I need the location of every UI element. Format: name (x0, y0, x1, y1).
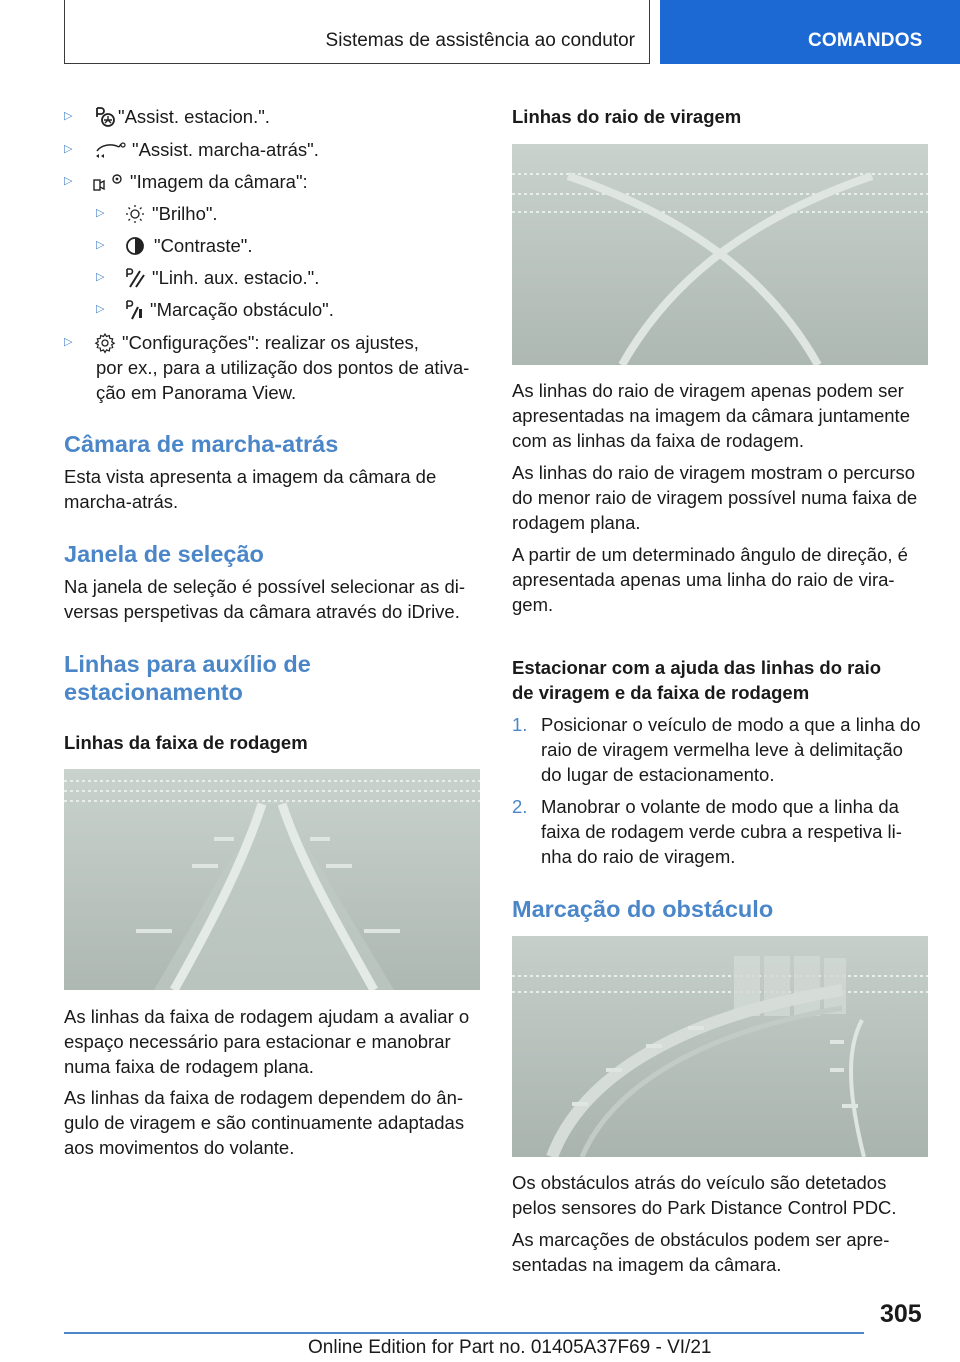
contrast-icon (124, 233, 154, 258)
bullet-label: "Assist. estacion.". (118, 106, 270, 127)
step-line: nha do raio de viragem. (541, 846, 736, 867)
paragraph-line: gulo de viragem e são continuamente adaptadas (64, 1112, 465, 1133)
parking-assistant-icon (94, 104, 118, 129)
bullet-label: "Assist. marcha-atrás". (132, 139, 319, 160)
paragraph-line: do menor raio de viragem possível numa faixa de (512, 487, 918, 508)
paragraph-line: Os obstáculos atrás do veículo são detetados (512, 1172, 887, 1193)
bullet-continuation: ção em Panorama View. (96, 382, 297, 403)
footer-divider (64, 1332, 864, 1334)
list-item (64, 330, 419, 355)
step-number: 1. (512, 714, 528, 735)
paragraph-line: As marcações de obstáculos podem ser apre- (512, 1229, 890, 1250)
step-line: Posicionar o veículo de modo a que a linha do (541, 714, 921, 735)
header-tab-label: COMANDOS (808, 30, 923, 51)
bullet-triangle-icon: ▷ (96, 239, 105, 251)
camera-image-icon (92, 169, 130, 194)
section-heading: estacionamento (64, 679, 243, 705)
bullet-triangle-icon: ▷ (64, 110, 73, 122)
header-section (64, 0, 650, 64)
section-heading: Janela de seleção (64, 541, 264, 567)
step-line: raio de viragem vermelha leve à delimitação (541, 739, 903, 760)
paragraph-line: gem. (512, 594, 554, 615)
paragraph-line: marcha-atrás. (64, 491, 179, 512)
bullet-label: "Contraste". (154, 235, 253, 256)
section-heading: Marcação do obstáculo (512, 896, 774, 922)
paragraph-line: A partir de um determinado ângulo de direção, é (512, 544, 908, 565)
bullet-triangle-icon: ▷ (64, 143, 73, 155)
footer-edition: Online Edition for Part no. 01405A37F69 - VI/21 (308, 1337, 712, 1358)
paragraph-line: numa faixa de rodagem plana. (64, 1056, 314, 1077)
settings-gear-icon (94, 330, 122, 355)
bullet-triangle-icon: ▷ (96, 303, 105, 315)
step-line: faixa de rodagem verde cubra a respetiva li- (541, 821, 902, 842)
list-item (96, 265, 319, 290)
list-item (96, 233, 252, 258)
brightness-icon (124, 201, 152, 226)
bullet-label: "Linh. aux. estacio.". (152, 267, 320, 288)
bullet-continuation: por ex., para a utilização dos pontos de ativa- (96, 357, 470, 378)
list-item (64, 137, 319, 162)
page-number: 305 (880, 1300, 922, 1328)
step-line: do lugar de estacionamento. (541, 764, 775, 785)
list-item (96, 297, 334, 322)
bullet-triangle-icon: ▷ (64, 336, 73, 348)
list-item (64, 104, 270, 129)
subsection-heading: Linhas do raio de viragem (512, 106, 742, 127)
list-item (96, 201, 218, 226)
paragraph-line: As linhas do raio de viragem mostram o percurso (512, 462, 916, 483)
parking-lines-icon (124, 265, 152, 290)
paragraph-line: Esta vista apresenta a imagem da câmara de (64, 466, 437, 487)
bullet-label: "Marcação obstáculo". (150, 299, 334, 320)
obstacle-marking-icon (124, 297, 150, 322)
subsection-heading: de viragem e da faixa de rodagem (512, 682, 810, 703)
obstacle-marking-image (512, 936, 928, 1157)
paragraph-line: aos movimentos do volante. (64, 1137, 295, 1158)
paragraph-line: As linhas do raio de viragem apenas podem ser (512, 380, 904, 401)
paragraph-line: espaço necessário para estacionar e manobrar (64, 1031, 451, 1052)
paragraph-line: com as linhas da faixa de rodagem. (512, 430, 805, 451)
bullet-triangle-icon: ▷ (96, 271, 105, 283)
list-item (64, 169, 308, 194)
step-number: 2. (512, 796, 528, 817)
step-line: Manobrar o volante de modo que a linha da (541, 796, 899, 817)
paragraph-line: As linhas da faixa de rodagem ajudam a avaliar o (64, 1006, 470, 1027)
section-heading: Linhas para auxílio de (64, 651, 311, 677)
bullet-label: "Brilho". (152, 203, 218, 224)
bullet-triangle-icon: ▷ (64, 175, 73, 187)
paragraph-line: versas perspetivas da câmara através do iDrive. (64, 601, 460, 622)
paragraph-line: apresentadas na imagem da câmara juntamente (512, 405, 910, 426)
subsection-heading: Estacionar com a ajuda das linhas do raio (512, 657, 882, 678)
paragraph-line: rodagem plana. (512, 512, 641, 533)
paragraph-line: apresentada apenas uma linha do raio de vira- (512, 569, 895, 590)
turning-radius-image (512, 144, 928, 365)
header-tab[interactable] (660, 0, 960, 64)
paragraph-line: pelos sensores do Park Distance Control PDC. (512, 1197, 897, 1218)
paragraph-line: Na janela de seleção é possível selecionar as di- (64, 576, 466, 597)
bullet-label: "Imagem da câmara": (130, 171, 308, 192)
header-section-title: Sistemas de assistência ao condutor (325, 29, 635, 51)
paragraph-line: As linhas da faixa de rodagem dependem do ân- (64, 1087, 464, 1108)
section-heading: Câmara de marcha-atrás (64, 431, 339, 457)
paragraph-line: sentadas na imagem da câmara. (512, 1254, 782, 1275)
bullet-triangle-icon: ▷ (96, 207, 105, 219)
subsection-heading: Linhas da faixa de rodagem (64, 732, 308, 753)
reverse-assistant-icon (92, 137, 132, 162)
bullet-label: "Configurações": realizar os ajustes, (122, 332, 419, 353)
lane-lines-image (64, 769, 480, 990)
